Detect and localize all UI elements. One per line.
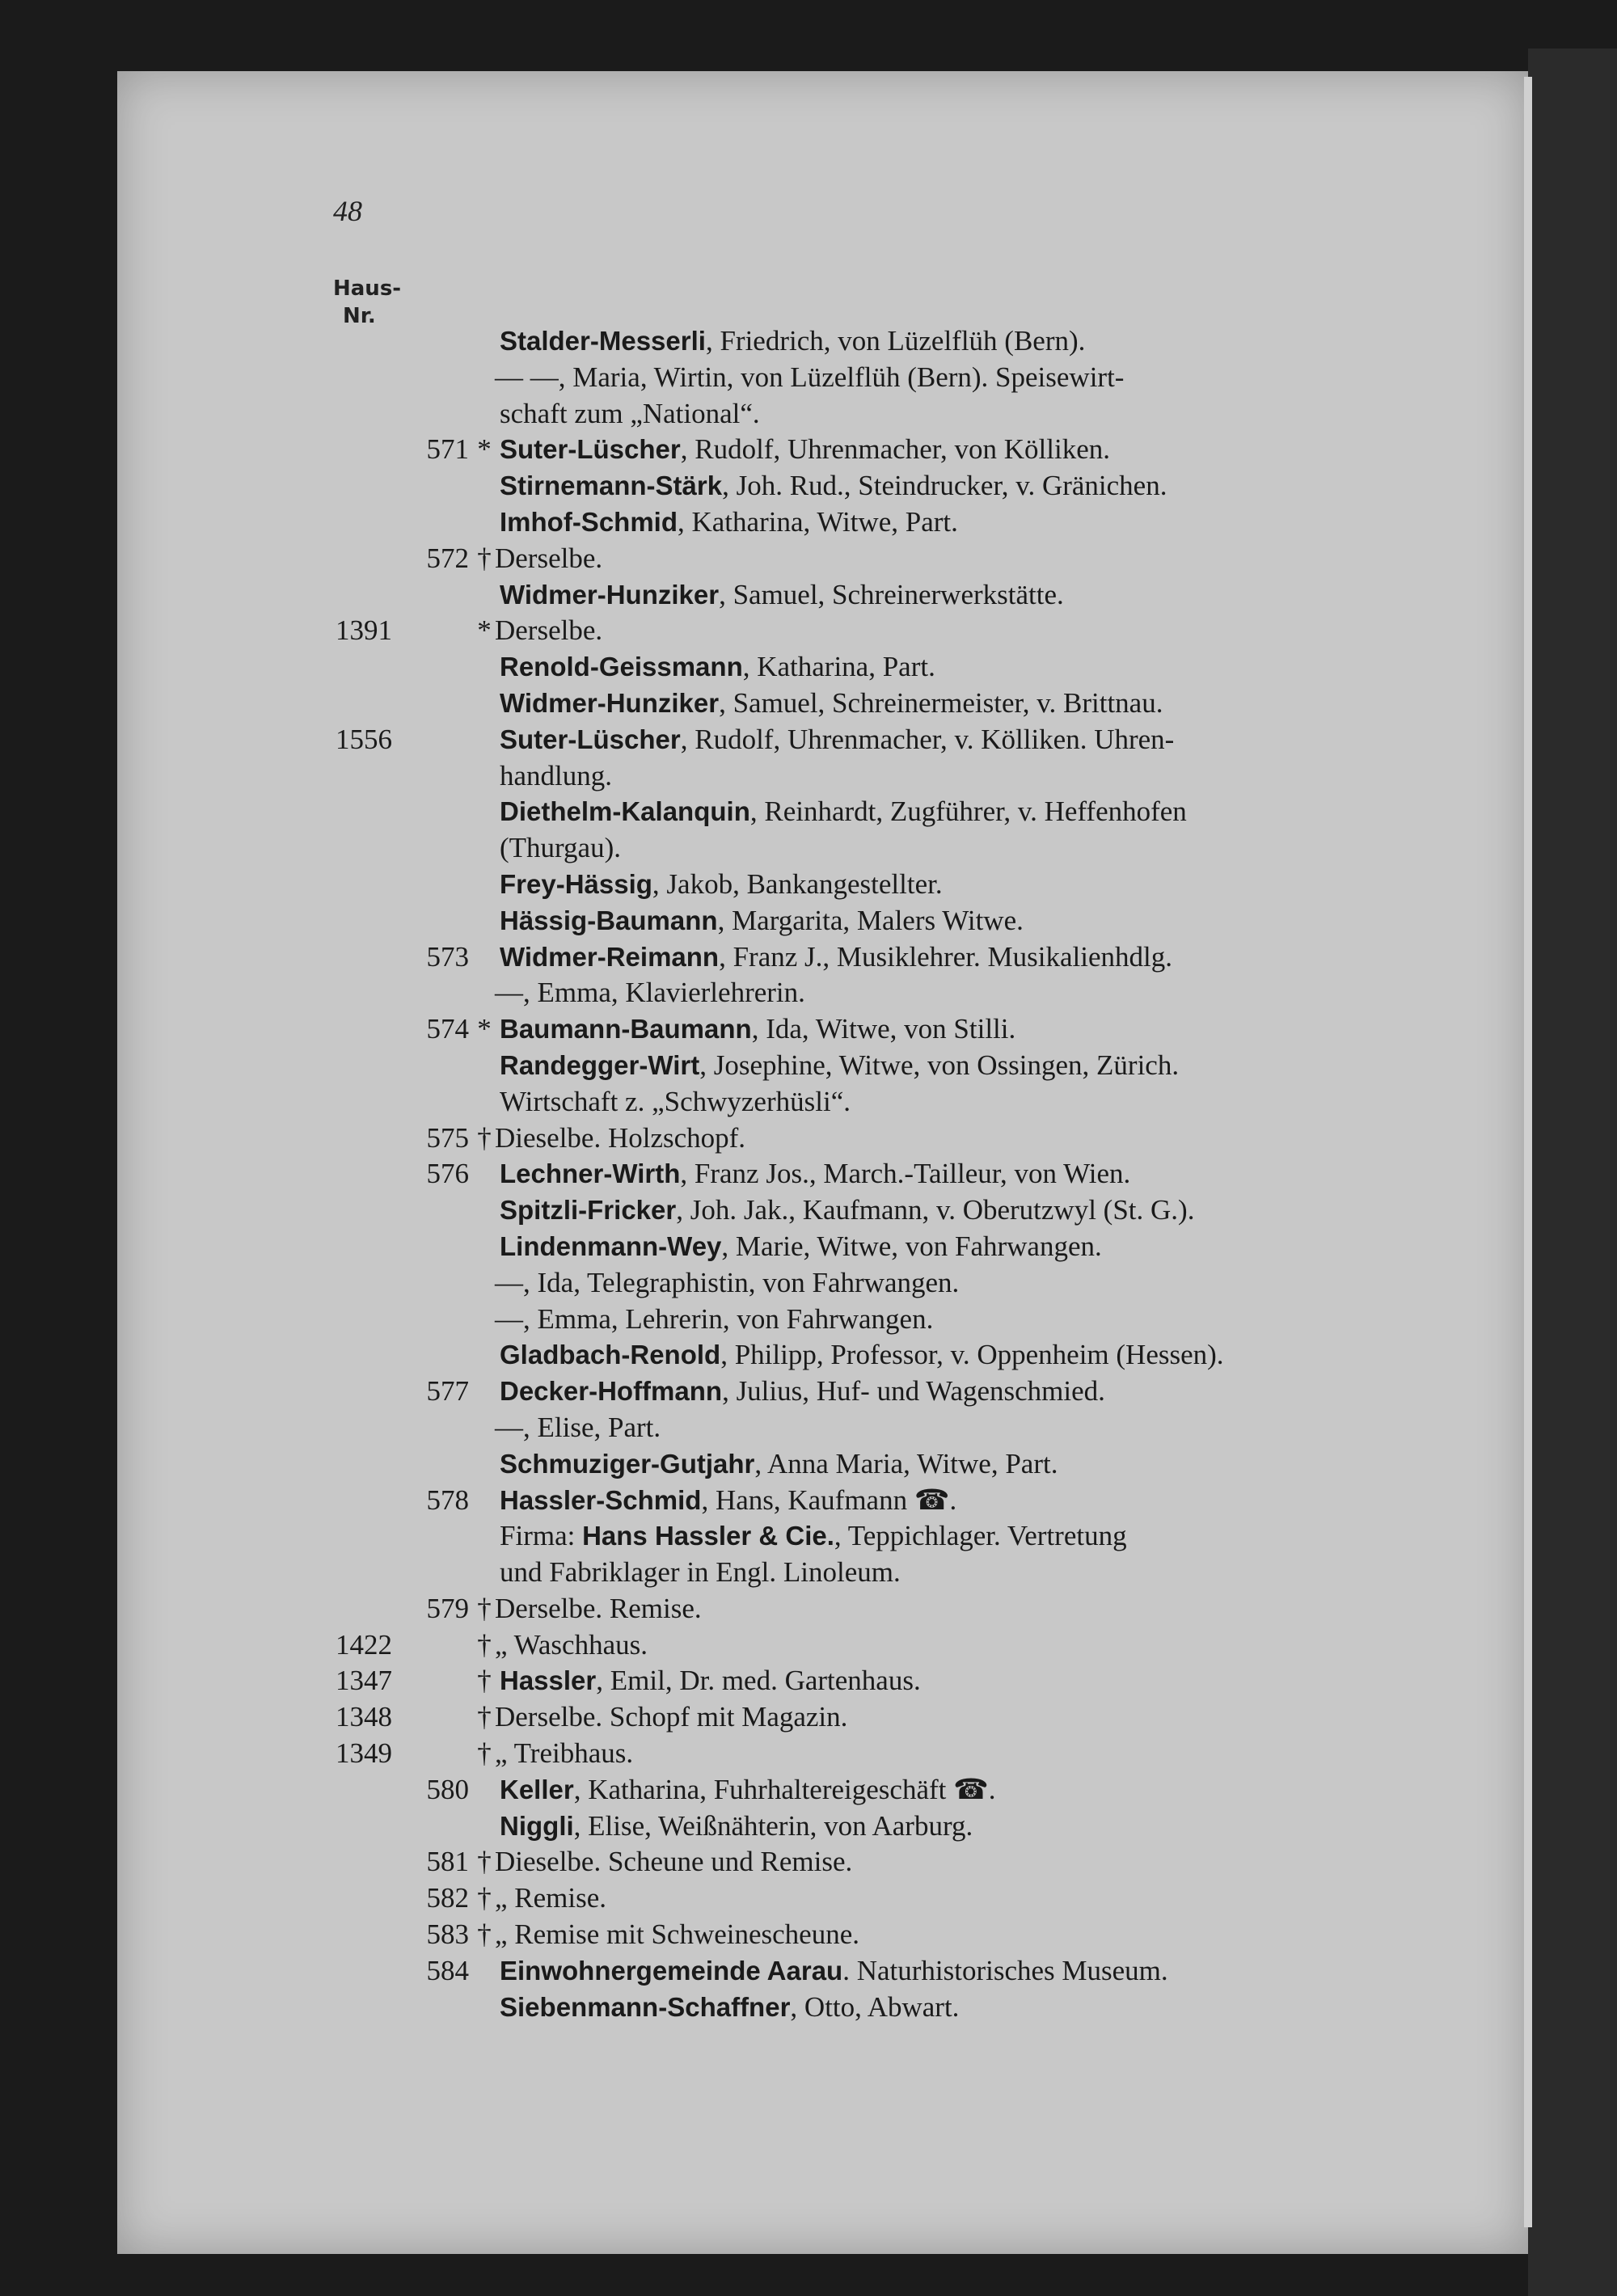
entry-text — [500, 1665, 921, 1697]
entry-text — [500, 905, 1024, 937]
entry-text — [495, 1918, 859, 1951]
entry-text — [500, 1448, 1058, 1480]
entry-row — [0, 758, 1528, 795]
house-number: 583 — [426, 1918, 469, 1951]
entry-text — [500, 325, 1085, 357]
entry-details: , Rudolf, Uhrenmacher, v. Kölliken. Uhren- — [680, 723, 1175, 755]
entry-text — [500, 1049, 1179, 1082]
entry-row — [0, 867, 1528, 903]
house-number: 578 — [426, 1484, 469, 1516]
resident-name: Einwohnergemeinde Aarau — [500, 1955, 843, 1986]
house-number: 1556 — [336, 723, 392, 755]
house-number: 1391 — [336, 614, 392, 647]
entry-row — [0, 1084, 1528, 1121]
entry-row — [0, 1772, 1528, 1809]
entry-mark: † — [477, 1701, 492, 1733]
entry-text — [500, 1375, 1105, 1408]
entry-row — [0, 1302, 1528, 1338]
entry-row — [0, 1011, 1528, 1048]
entry-row — [0, 1844, 1528, 1880]
entry-row — [0, 613, 1528, 649]
entry-mark: † — [477, 1628, 492, 1661]
entry-row — [0, 1446, 1528, 1483]
entry-row — [0, 1917, 1528, 1953]
entry-text — [500, 1810, 973, 1842]
entry-details: , Josephine, Witwe, von Ossingen, Zürich. — [699, 1049, 1180, 1081]
entry-row — [0, 1591, 1528, 1627]
entry-text — [500, 1991, 959, 2024]
resident-name: Niggli — [500, 1810, 574, 1841]
entry-row — [0, 794, 1528, 830]
entry-details: , Elise, Weißnähterin, von Aarburg. — [573, 1809, 973, 1842]
entry-details: Derselbe. Remise. — [495, 1592, 702, 1624]
entry-text — [500, 796, 1187, 828]
entry-row — [0, 1121, 1528, 1157]
entry-text — [495, 1882, 606, 1914]
resident-name: Randegger-Wirt — [500, 1049, 700, 1080]
entry-details: , Katharina, Witwe, Part. — [678, 505, 958, 538]
house-number: 581 — [426, 1846, 469, 1878]
entry-text — [500, 1158, 1130, 1190]
entry-details: , Reinhardt, Zugführer, v. Heffenhofen — [749, 796, 1187, 828]
entry-row — [0, 1374, 1528, 1410]
book-edge — [1528, 49, 1617, 2296]
house-number: 576 — [426, 1158, 469, 1190]
entry-row — [0, 1229, 1528, 1265]
entry-details: , Ida, Witwe, von Stilli. — [751, 1013, 1016, 1045]
entry-text — [500, 1520, 1127, 1552]
entry-text — [500, 1556, 901, 1589]
entry-details: „ Remise mit Schweinescheune. — [495, 1918, 859, 1951]
resident-name: Stalder-Messerli — [500, 326, 706, 356]
entry-row — [0, 1953, 1528, 1990]
entry-text — [495, 1267, 959, 1299]
entry-details: , Julius, Huf- und Wagenschmied. — [722, 1375, 1105, 1408]
entry-row — [0, 1699, 1528, 1736]
resident-name: Renold-Geissmann — [500, 652, 743, 682]
entry-text — [495, 1303, 933, 1336]
entry-details: Wirtschaft z. „Schwyzerhüsli“. — [500, 1085, 851, 1117]
entry-details: , Anna Maria, Witwe, Part. — [754, 1447, 1058, 1479]
entry-details: , Samuel, Schreinermeister, v. Brittnau. — [719, 686, 1163, 719]
entry-text — [495, 1412, 661, 1444]
house-number: 574 — [426, 1013, 469, 1045]
entry-details: , Jakob, Bankangestellter. — [652, 867, 943, 900]
entry-row — [0, 975, 1528, 1011]
entry-row — [0, 686, 1528, 722]
entry-mark: † — [477, 542, 492, 574]
entry-text — [495, 977, 805, 1009]
entry-row — [0, 1265, 1528, 1302]
entry-text — [500, 941, 1172, 973]
entry-details: — —, Maria, Wirtin, von Lüzelflüh (Bern). Speisewirt- — [495, 361, 1125, 393]
house-number: 572 — [426, 542, 469, 574]
entry-mark: † — [477, 1592, 492, 1624]
entry-details: —, Emma, Lehrerin, von Fahrwangen. — [495, 1302, 934, 1335]
entry-details: , Margarita, Malers Witwe. — [717, 904, 1024, 936]
house-number: 579 — [426, 1592, 469, 1624]
entry-row — [0, 1518, 1528, 1555]
entry-text — [500, 433, 1110, 466]
entry-details: (Thurgau). — [500, 832, 621, 864]
house-number: 1349 — [336, 1737, 392, 1770]
entry-text — [500, 1955, 1168, 1987]
entry-text — [500, 1774, 995, 1806]
entry-details: , Teppichlager. Vertretung — [834, 1520, 1127, 1552]
entry-details: , Otto, Abwart. — [790, 1990, 960, 2023]
entry-details: „ Treibhaus. — [495, 1737, 634, 1770]
house-number: 584 — [426, 1954, 469, 1986]
entry-text — [500, 651, 935, 683]
entry-row — [0, 1192, 1528, 1229]
entry-details: —, Emma, Klavierlehrerin. — [495, 977, 805, 1009]
entry-details: handlung. — [500, 759, 613, 791]
entry-mark: † — [477, 1737, 492, 1770]
entry-text — [500, 1086, 851, 1118]
page-number: 48 — [333, 195, 362, 227]
entry-details: , Hans, Kaufmann ☎. — [701, 1484, 957, 1516]
entry-text — [500, 687, 1163, 720]
entry-row — [0, 722, 1528, 758]
resident-name: Widmer-Hunziker — [500, 687, 720, 718]
resident-entries — [0, 323, 1528, 2025]
resident-name: Hassler — [500, 1665, 597, 1696]
entry-row — [0, 1627, 1528, 1664]
entry-details: . Naturhistorisches Museum. — [842, 1954, 1168, 1986]
entry-row — [0, 504, 1528, 541]
entry-details: , Rudolf, Uhrenmacher, von Kölliken. — [680, 433, 1110, 466]
house-number: 573 — [426, 940, 469, 973]
entry-mark: * — [477, 433, 492, 466]
resident-name: Frey-Hässig — [500, 868, 652, 899]
entry-details: , Katharina, Part. — [742, 651, 935, 683]
resident-name: Suter-Lüscher — [500, 434, 681, 465]
header-line-2: Nr. — [343, 304, 376, 328]
resident-name: Diethelm-Kalanquin — [500, 796, 750, 827]
entry-mark: † — [477, 1665, 492, 1697]
entry-mark: † — [477, 1882, 492, 1914]
entry-details: —, Ida, Telegraphistin, von Fahrwangen. — [495, 1266, 960, 1298]
entry-details: , Joh. Jak., Kaufmann, v. Oberutzwyl (St. G.). — [676, 1194, 1195, 1226]
entry-details: , Philipp, Professor, v. Oppenheim (Hessen). — [720, 1339, 1224, 1371]
resident-name: Baumann-Baumann — [500, 1014, 752, 1045]
entry-text — [500, 1339, 1224, 1371]
house-number: 577 — [426, 1375, 469, 1408]
resident-name: Gladbach-Renold — [500, 1340, 721, 1370]
entry-text — [500, 1194, 1194, 1226]
entry-row — [0, 1736, 1528, 1772]
entry-text — [500, 868, 943, 901]
entry-details: , Joh. Rud., Steindrucker, v. Gränichen. — [722, 470, 1167, 502]
entry-details: „ Waschhaus. — [495, 1628, 648, 1661]
house-number-column-header — [333, 275, 401, 330]
house-number: 1348 — [336, 1701, 392, 1733]
resident-name: Suter-Lüscher — [500, 724, 681, 754]
header-line-1: Haus- — [333, 276, 402, 301]
resident-name: Imhof-Schmid — [500, 506, 678, 537]
entry-row — [0, 323, 1528, 360]
entry-row — [0, 649, 1528, 686]
entry-text — [500, 506, 958, 538]
entry-row — [0, 577, 1528, 614]
entry-text — [500, 832, 621, 864]
entry-row — [0, 1880, 1528, 1917]
entry-row — [0, 830, 1528, 867]
entry-mark: * — [477, 614, 492, 647]
entry-text — [500, 1013, 1015, 1045]
resident-name: Lindenmann-Wey — [500, 1230, 722, 1261]
entry-details: , Friedrich, von Lüzelflüh (Bern). — [705, 325, 1086, 357]
entry-text — [495, 1122, 745, 1154]
entry-details: , Katharina, Fuhrhaltereigeschäft ☎. — [573, 1773, 996, 1805]
entry-details: Derselbe. — [495, 614, 603, 647]
entry-text — [495, 1629, 648, 1661]
entry-details: , Samuel, Schreinerwerkstätte. — [719, 578, 1064, 610]
entry-text — [500, 1484, 956, 1517]
entry-row — [0, 1663, 1528, 1699]
entry-row — [0, 939, 1528, 976]
entry-text — [500, 724, 1174, 756]
entry-mark: * — [477, 1013, 492, 1045]
entry-text — [495, 361, 1124, 394]
resident-name: Widmer-Reimann — [500, 941, 720, 972]
house-number: 580 — [426, 1773, 469, 1805]
resident-name: Siebenmann-Schaffner — [500, 1991, 791, 2022]
house-number: 571 — [426, 433, 469, 466]
resident-name: Lechner-Wirth — [500, 1159, 681, 1189]
resident-name: Spitzli-Fricker — [500, 1195, 677, 1226]
resident-name: Hans Hassler & Cie. — [582, 1521, 834, 1551]
entry-row — [0, 1156, 1528, 1192]
house-number: 1347 — [336, 1665, 392, 1697]
entry-details: , Emil, Dr. med. Gartenhaus. — [596, 1665, 921, 1697]
entry-text — [495, 1737, 633, 1770]
entry-row — [0, 360, 1528, 396]
entry-text — [500, 398, 760, 430]
resident-name: Keller — [500, 1774, 574, 1804]
entry-row — [0, 903, 1528, 939]
entry-details: Dieselbe. Scheune und Remise. — [495, 1846, 853, 1878]
entry-row — [0, 1990, 1528, 2026]
entry-details: , Franz Jos., March.-Tailleur, von Wien. — [680, 1158, 1131, 1190]
resident-name: Hässig-Baumann — [500, 905, 718, 935]
entry-text — [500, 579, 1064, 611]
resident-name: Schmuziger-Gutjahr — [500, 1448, 755, 1479]
entry-text — [495, 1593, 702, 1625]
entry-row — [0, 1809, 1528, 1845]
entry-row — [0, 432, 1528, 468]
entry-mark: † — [477, 1918, 492, 1951]
entry-row — [0, 1337, 1528, 1374]
resident-name: Decker-Hoffmann — [500, 1376, 723, 1407]
entry-text — [495, 1701, 847, 1733]
entry-details: , Marie, Witwe, von Fahrwangen. — [721, 1230, 1102, 1262]
entry-row — [0, 1555, 1528, 1591]
entry-details: Derselbe. Schopf mit Magazin. — [495, 1701, 848, 1733]
entry-text — [500, 760, 612, 792]
entry-details: schaft zum „National“. — [500, 397, 760, 429]
entry-row — [0, 1048, 1528, 1084]
house-number: 582 — [426, 1882, 469, 1914]
entry-row — [0, 396, 1528, 433]
entry-row — [0, 468, 1528, 504]
resident-name: Hassler-Schmid — [500, 1484, 702, 1515]
entry-mark: † — [477, 1846, 492, 1878]
house-number: 575 — [426, 1121, 469, 1154]
entry-text — [495, 542, 602, 575]
entry-row — [0, 1483, 1528, 1519]
entry-details: und Fabriklager in Engl. Linoleum. — [500, 1556, 901, 1589]
entry-details: , Franz J., Musiklehrer. Musikalienhdlg. — [719, 940, 1172, 973]
resident-name: Stirnemann-Stärk — [500, 471, 723, 501]
entry-text — [500, 1230, 1102, 1263]
entry-row — [0, 1410, 1528, 1446]
entry-text — [495, 1846, 852, 1878]
entry-details: „ Remise. — [495, 1882, 607, 1914]
house-number: 1422 — [336, 1628, 392, 1661]
entry-prefix: Firma: — [500, 1520, 583, 1552]
entry-mark: † — [477, 1121, 492, 1154]
entry-text — [495, 614, 602, 647]
entry-details: Dieselbe. Holzschopf. — [495, 1121, 746, 1154]
entry-details: —, Elise, Part. — [495, 1411, 661, 1443]
resident-name: Widmer-Hunziker — [500, 579, 720, 610]
entry-row — [0, 541, 1528, 577]
entry-text — [500, 470, 1167, 502]
entry-details: Derselbe. — [495, 542, 603, 574]
